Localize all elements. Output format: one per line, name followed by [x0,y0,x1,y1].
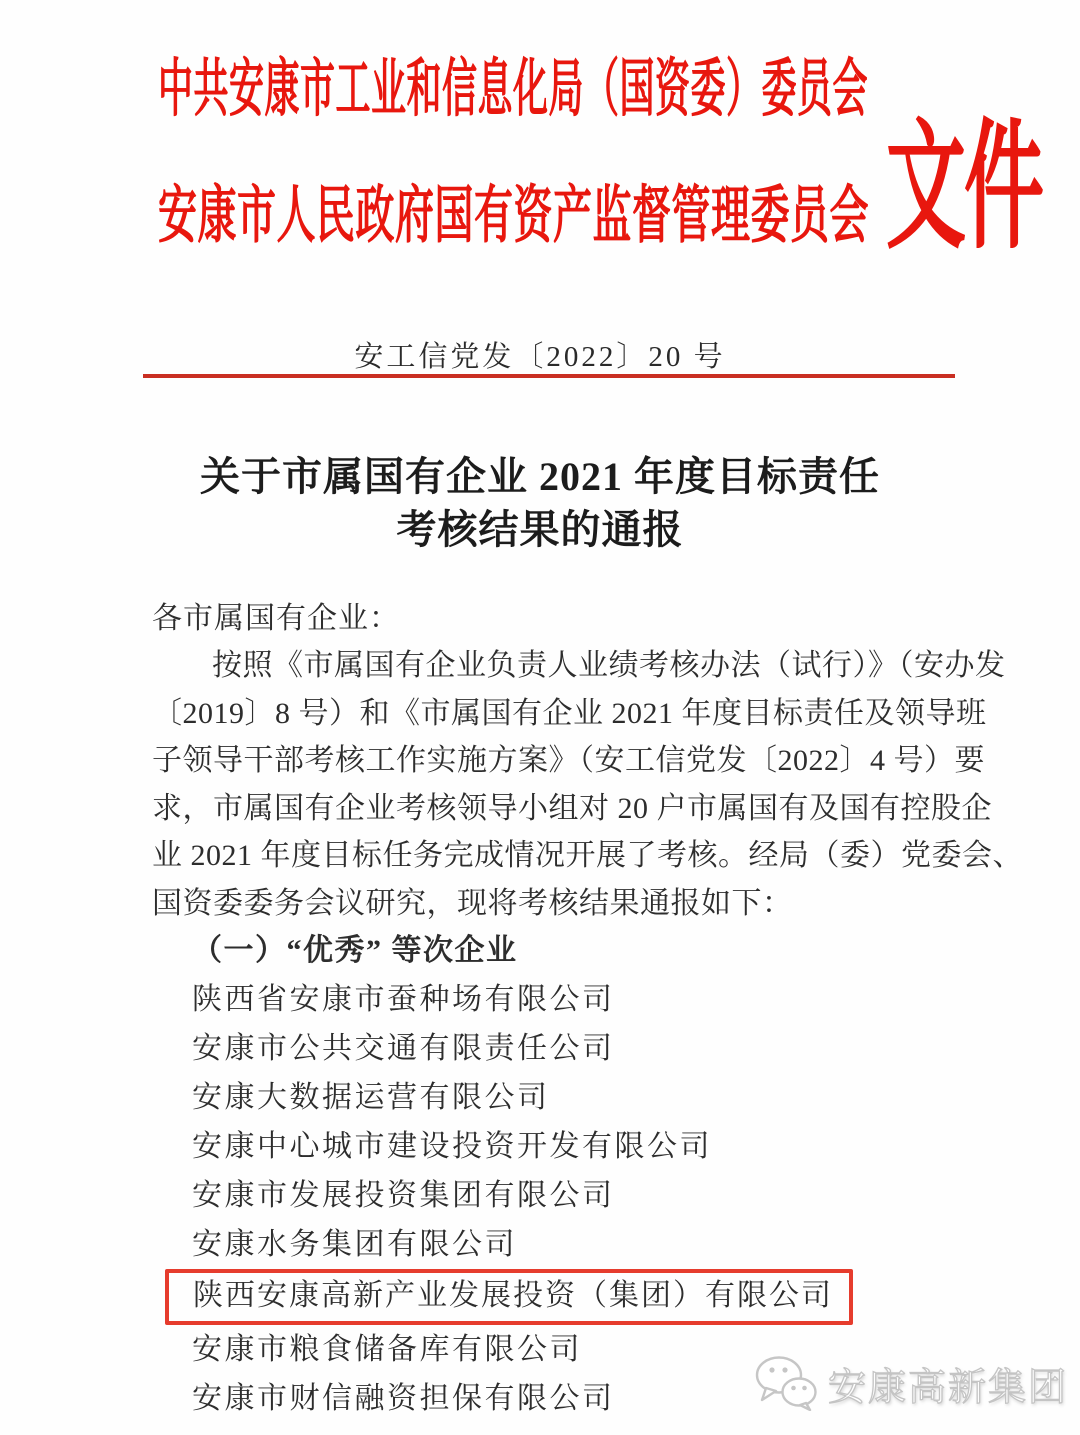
company-list-item: 安康中心城市建设投资开发有限公司 [192,1130,712,1163]
company-list-item: 安康市公共交通有限责任公司 [192,1032,615,1065]
paragraph-line: 〔2019〕8 号）和《市属国有企业 2021 年度目标责任及领导班 [152,696,987,730]
document-type-label: 文件 [886,112,1042,267]
document-number: 安工信党发〔2022〕20 号 [354,341,726,373]
issuing-org-line-2: 安康市人民政府国有资产监督管理委员会 [158,182,870,251]
document-title-line-1: 关于市属国有企业 2021 年度目标责任 [200,454,880,499]
issuing-org-line-1: 中共安康市工业和信息化局（国资委）委员会 [158,54,869,125]
company-list-item-highlighted-row [152,1269,952,1325]
company-list-item: 安康市粮食储备库有限公司 [192,1333,582,1366]
document-title-line-2: 考核结果的通报 [396,507,684,552]
document-title [0,450,1080,556]
wechat-icon [754,1355,818,1411]
company-list-item-highlighted: 陕西安康高新产业发展投资（集团）有限公司 [193,1279,833,1312]
section-heading-excellent-grade: （一）“优秀” 等次企业 [192,934,518,967]
paragraph-line: 业 2021 年度目标任务完成情况开展了考核。经局（委）党委会、 [152,839,1023,872]
paragraph-line: 求，市属国有企业考核领导小组对 20 户市属国有及国有控股企 [152,791,992,825]
company-list-item: 安康市财信融资担保有限公司 [192,1382,615,1415]
watermark [754,1355,1068,1411]
red-divider-line [143,374,955,378]
paragraph-line: 国资委委务会议研究，现将考核结果通报如下： [152,886,793,920]
paragraph-line: 按照《市属国有企业负责人业绩考核办法（试行）》（安办发 [212,649,1006,682]
salutation: 各市属国有企业： [152,602,400,635]
company-list-item: 陕西省安康市蚕种场有限公司 [192,983,615,1016]
company-list-item: 安康市发展投资集团有限公司 [192,1179,615,1212]
watermark-label: 安康高新集团 [827,1366,1068,1409]
company-list-item: 安康大数据运营有限公司 [192,1081,550,1114]
document-body [152,596,1023,1423]
company-list-item: 安康水务集团有限公司 [192,1228,517,1261]
paragraph-line: 子领导干部考核工作实施方案》（安工信党发〔2022〕4 号）要 [152,744,985,777]
red-highlight-box [165,1269,853,1325]
